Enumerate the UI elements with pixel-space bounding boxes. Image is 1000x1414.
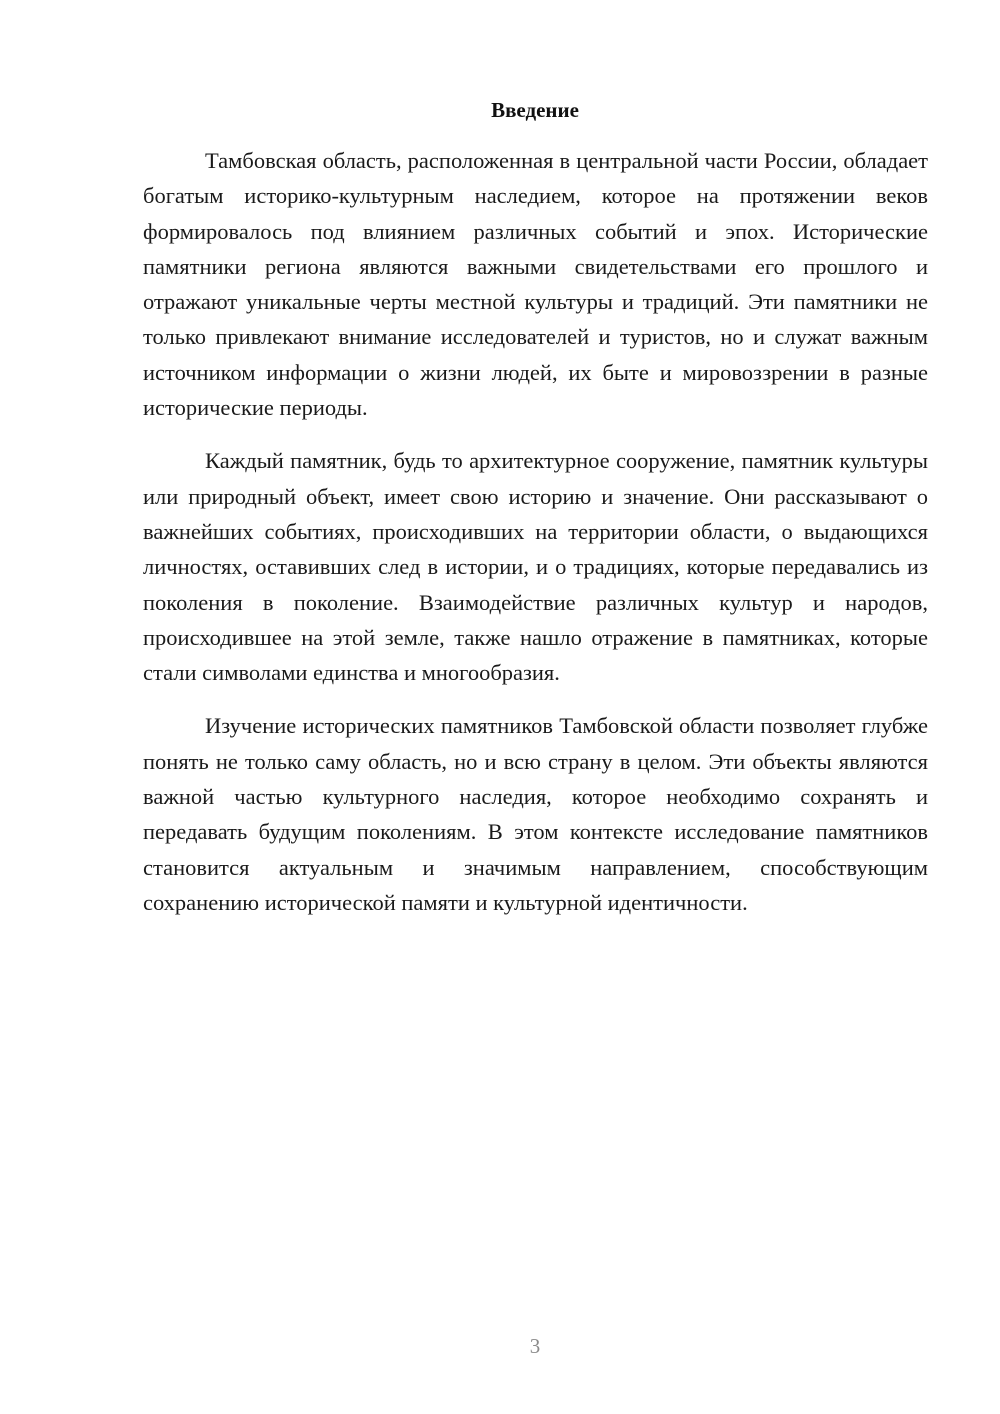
page-number: 3: [529, 1334, 541, 1358]
paragraph-2: Каждый памятник, будь то архитектурное сооружение, памятник культуры или природный объект, имеет свою историю и значение. Они рассказывают о важнейших событиях, происходивших на территории области, о выдающихся личностях, оставивших след в истории, и о традициях, которые передавались из поколения в поколение. Взаимодействие различных культур и народов, происходившее на этой земле, также нашло отражение в памятниках, которые стали символами единства и многообразия.: [143, 448, 928, 686]
section-heading: Введение: [491, 98, 579, 122]
paragraph-1: Тамбовская область, расположенная в центральной части России, обладает богатым историко-культурным наследием, которое на протяжении веков формировалось под влиянием различных событий и эпох. Исторические памятники региона являются важными свидетельствами его прошлого и отражают уникальные черты местной культуры и традиций. Эти памятники не только привлекают внимание исследователей и туристов, но и служат важным источником информации о жизни людей, их быте и мировоззрении в разные исторические периоды.: [143, 148, 928, 421]
body-text: [143, 143, 928, 938]
paragraph-3: Изучение исторических памятников Тамбовской области позволяет глубже понять не только саму область, но и всю страну в целом. Эти объекты являются важной частью культурного наследия, которое необходимо сохранять и передавать будущим поколениям. В этом контексте исследование памятников становится актуальным и значимым направлением, способствующим сохранению исторической памяти и культурной идентичности.: [143, 713, 928, 915]
